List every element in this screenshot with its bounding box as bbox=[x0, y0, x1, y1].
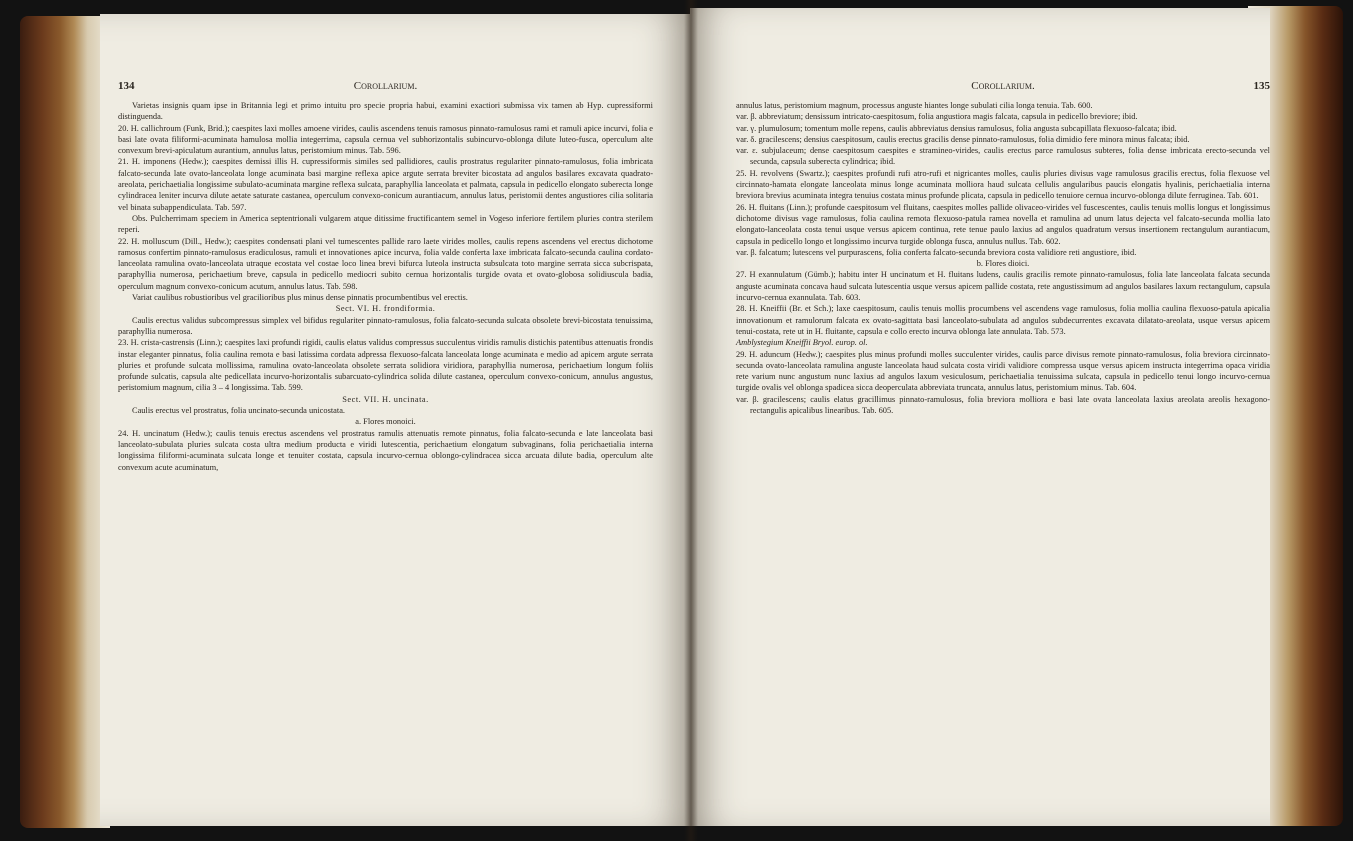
paragraph: Variat caulibus robustioribus vel gracilioribus plus minus dense pinnatis procumbentibus vel erectis. bbox=[132, 293, 468, 303]
species-entry: 25. H. revolvens (Swartz.); caespites profundi rufi atro-rufi et nigricantes molles, caulis pluries divisus vage ramulosus gracilis erectus, folia flexuose vel circinnato-hamata elongate lanceolata minus longe acuminata molliora haud sulcata cellulis angularibus paucis elongatis hyalinis, perichaetialia interna breviora brevius acuminata integra tenuius costata minus profunde plicata, capsula in pedicello tenuiore cernua incurvo-oblonga dilute ferruginea. Tab. 601. bbox=[736, 168, 1270, 201]
species-entry: 28. H. Kneiffii (Br. et Sch.); laxe caespitosum, caulis tenuis mollis procumbens vel ascendens vage ramulosus, folia mollia caulina flexuoso-patula apicalia innovationum et ramulorum falcata ex ovato-sagittata basi lanceolato-subulata ad angulos subdecurrentes excavata dilatato-areolata, usque versus apicem tenui-costata, rete ut in H. fluitante, capsula e collo erecto incurva oblonga late annulata. Tab. 573. bbox=[736, 304, 1270, 336]
book-gutter bbox=[684, 0, 698, 841]
species-entry: 26. H. fluitans (Linn.); profunde caespitosum vel fluitans, caespites molles pallide olivaceo-virides vel fuscescentes, caulis tenuis mollis longus et longissimus dichotome divisus vage ramulosus, folia caulina remota flexuoso-patula ramea novella et ramulina ad unum latus dejecta vel falcato-secunda mollia lato elongato-lanceolata costa tenui usque versus apicem continua, rete tenue paulo laxius ad angulos quadratum versus insertionem rectangulum aurantiacum, capsula in pedicello longo et longissimo incurva turgide oblonga fusca, annulus nullus. Tab. 602. bbox=[736, 202, 1270, 246]
section-heading: Sect. VII. H. uncinata. bbox=[342, 394, 429, 404]
right-running-head: Corollarium. bbox=[971, 80, 1035, 92]
species-entry: 24. H. uncinatum (Hedw.); caulis tenuis erectus ascendens vel prostratus ramulis attenuatis remote pinnatus, folia falcato-secunda e late lanceolata basi lanceolato-subulata pluries sulcata costa ultra medium producta e viridi lutescentia, perichaetium elongatum subvaginans, folia perichaetialia interna longissima filiformi-acuminata sulcata longe et tenuiter costata, capsula incurvo-cernua oblongo-cylindracea sicca arcuata dilute badia, operculum alte convexum acute acuminatum, bbox=[118, 428, 653, 472]
right-page-number: 135 bbox=[1253, 80, 1270, 92]
paragraph: Caulis erectus vel prostratus, folia uncinato-secunda unicostata. bbox=[132, 406, 346, 416]
right-page-text bbox=[736, 100, 1270, 416]
variety-entry: var. γ. plumulosum; tomentum molle repens, caulis abbreviatus densius ramulosus, folia angusta subcapillata flexuoso-falcata; ibid. bbox=[736, 123, 1177, 133]
paragraph: Obs. Pulcherrimam speciem in America septentrionali vulgarem atque ditissime fructificantem semel in Vogeso inferiore fertilem pluries contra sterilem reperi. bbox=[118, 213, 653, 235]
species-entry: 23. H. crista-castrensis (Linn.); caespites laxi profundi rigidi, caulis elatus validus compressus succulentus viridis ramulis distichis patentibus attenuatis frondis instar eleganter pinnatus, folia caulina remota e basi latissima cordata adpressa flexuoso-falcata lanceolata longe acuminata e medio ad apicem argute serrata pluries et profunde sulcata mollissima, ramulina ovato-lanceolata obsolete serrata solidiora viridiora, paraphyllia numerosa, perichaetium longum foliis profunde sulcatis, capsula alte pedicellata incurvo-horizontalis subarcuato-cylindrica solida dilute castanea, operculum convexo-conicum, annulus angustus, peristomium magnum, cilia 3 – 4 longissima. Tab. 599. bbox=[118, 338, 653, 393]
book-edge-left bbox=[20, 16, 110, 828]
species-entry: 27. H exannulatum (Gümb.); habitu inter H uncinatum et H. fluitans ludens, caulis gracilis remote pinnato-ramulosus, folia late lanceolata falcata secunda anguste acuminata concava haud sulcata lutescentia usque versus apicem pallide costata, rete angustissimum ad angulos basilares laxum rectangulum, capsula incurvo-cernua exannulata. Tab. 603. bbox=[736, 270, 1270, 303]
left-page-number: 134 bbox=[118, 80, 135, 92]
paragraph: annulus latus, peristomium magnum, processus anguste hiantes longe subulati cilia longa tenuia. Tab. 600. bbox=[736, 101, 1093, 110]
species-entry: 20. H. callichroum (Funk, Brid.); caespites laxi molles amoene virides, caulis ascendens tenuis ramosus pinnato-ramulosus rami et ramuli apice incurvi, folia e basi late ovata filiformi-acuminata hamulosa mollia integerrima, capsula cernua vel subhorizontalis subincurvo-oblonga dilute luteo-fusca, operculum alte convexum brevi-apiculatum aurantium, annulus latus, peristomium minus. Tab. 596. bbox=[118, 123, 653, 156]
variety-entry: var. β. abbreviatum; densissum intricato-caespitosum, folia angustiora magis falcata, capsula in pedicello breviore; ibid. bbox=[736, 112, 1138, 122]
variety-entry: var. ε. subjulaceum; dense caespitosum caespites e stramineo-virides, caulis erectus parce ramulosus subteres, folia dense imbricata erecto-secunda vel secunda, capsula suberecta cylindrica; ibid. bbox=[736, 146, 1270, 167]
left-running-head: Corollarium. bbox=[353, 80, 418, 92]
subsection-heading: a. Flores monoici. bbox=[355, 417, 416, 427]
left-page-header bbox=[118, 80, 653, 96]
paragraph: Caulis erectus validus subcompressus simplex vel bifidus regulariter pinnato-ramulosus, folia falcato-secunda sulcata obsolete brevi-bicostata tenuissima, paraphyllia numerosa. bbox=[118, 315, 653, 336]
species-entry: 22. H. molluscum (Dill., Hedw.); caespites condensati plani vel tumescentes pallide raro laete virides molles, caulis repens ascendens vel erectus dichotome ramosus confertim pinnato-ramulosus eradiculosus, ramuli et innovationes apice incurva, folia valde conferta laxe imbricata falcato-secunda caulina cordato-lanceolata ramulina ovato-lanceolata utraque ecostata vel costae loco linea brevi bifurca luteola instructa subsulcata toto margine serrata sicca subcrispata, paraphyllia numerosa, perichaetium breve, capsula in pedicello mediocri subito cernua horizontalis turgide ovata et ovato-globosa solidiuscula badia, operculum magnum convexo-conicum acutum, annulus latus. Tab. 598. bbox=[118, 236, 653, 291]
synonym-line: Amblystegium Kneiffii Bryol. europ. ol. bbox=[736, 338, 868, 348]
subsection-heading: b. Flores dioici. bbox=[976, 259, 1030, 269]
paragraph: Varietas insignis quam ipse in Britannia legi et primo intuitu pro specie propria habui, examini exactiori submissa vix tamen ab Hyp. cupressiformi distinguenda. bbox=[118, 101, 653, 122]
left-page-text bbox=[118, 100, 653, 473]
section-heading: Sect. VI. H. frondiformia. bbox=[335, 304, 436, 314]
species-entry: 21. H. imponens (Hedw.); caespites demissi illis H. cupressiformis similes sed pallidiores, caulis prostratus regulariter pinnato-ramulosus, folia imbricata falcato-secunda late ovato-lanceolata longe acuminata basi margine reflexa apice argute serrata breviter bicostata ad angulos basilares excavata quadrato-areolata, perichaetialia longissime subulato-acuminata margine reflexa sulcata, paraphyllia lanceolata et palmata, capsula in pedicello elongato suberecta longe cylindracea leniter incurva dilute aetate saturate castanea, operculum convexo-conicum aurantiacum, annulus latus, peristomii dentes angustiores cilia solitaria vel binata subappendiculata. Tab. 597. bbox=[118, 157, 653, 212]
species-entry: 29. H. aduncum (Hedw.); caespites plus minus profundi molles succulenter virides, caulis parce divisus remote pinnato-ramulosus, folia breviora circinnato-secunda ovato-lanceolata ramulina anguste lanceolata haud sulcata costa viridi validiore compressa usque versus apicem instructa integerrima opaca viridia rete varium nunc angustum nunc laxius ad angulos laxum vesiculosum, perichaetialia tenuissima sulcata, capsula in pedicello tenui longo incurvo-cernua turgide ovalis vel oblonga spadicea sicca deoperculata abbreviata truncata, annulus latus, peristomium minus. Tab. 604. bbox=[736, 349, 1270, 393]
variety-entry: var. β. falcatum; lutescens vel purpurascens, folia conferta falcato-secunda breviora costa validiore reti angustiore, ibid. bbox=[736, 247, 1137, 257]
right-page-header bbox=[736, 80, 1270, 96]
variety-entry: var. β. gracilescens; caulis elatus gracillimus pinnato-ramulosus, folia breviora molliora e basi late ovata lanceolata laxius areolata areolis hexagono-rectangulis apicalibus linearibus. Tab. 605. bbox=[736, 394, 1270, 416]
variety-entry: var. δ. gracilescens; densius caespitosum, caulis erectus gracilis dense pinnato-ramulosus, folia dimidio fere minora minus falcata; ibid. bbox=[736, 134, 1190, 144]
